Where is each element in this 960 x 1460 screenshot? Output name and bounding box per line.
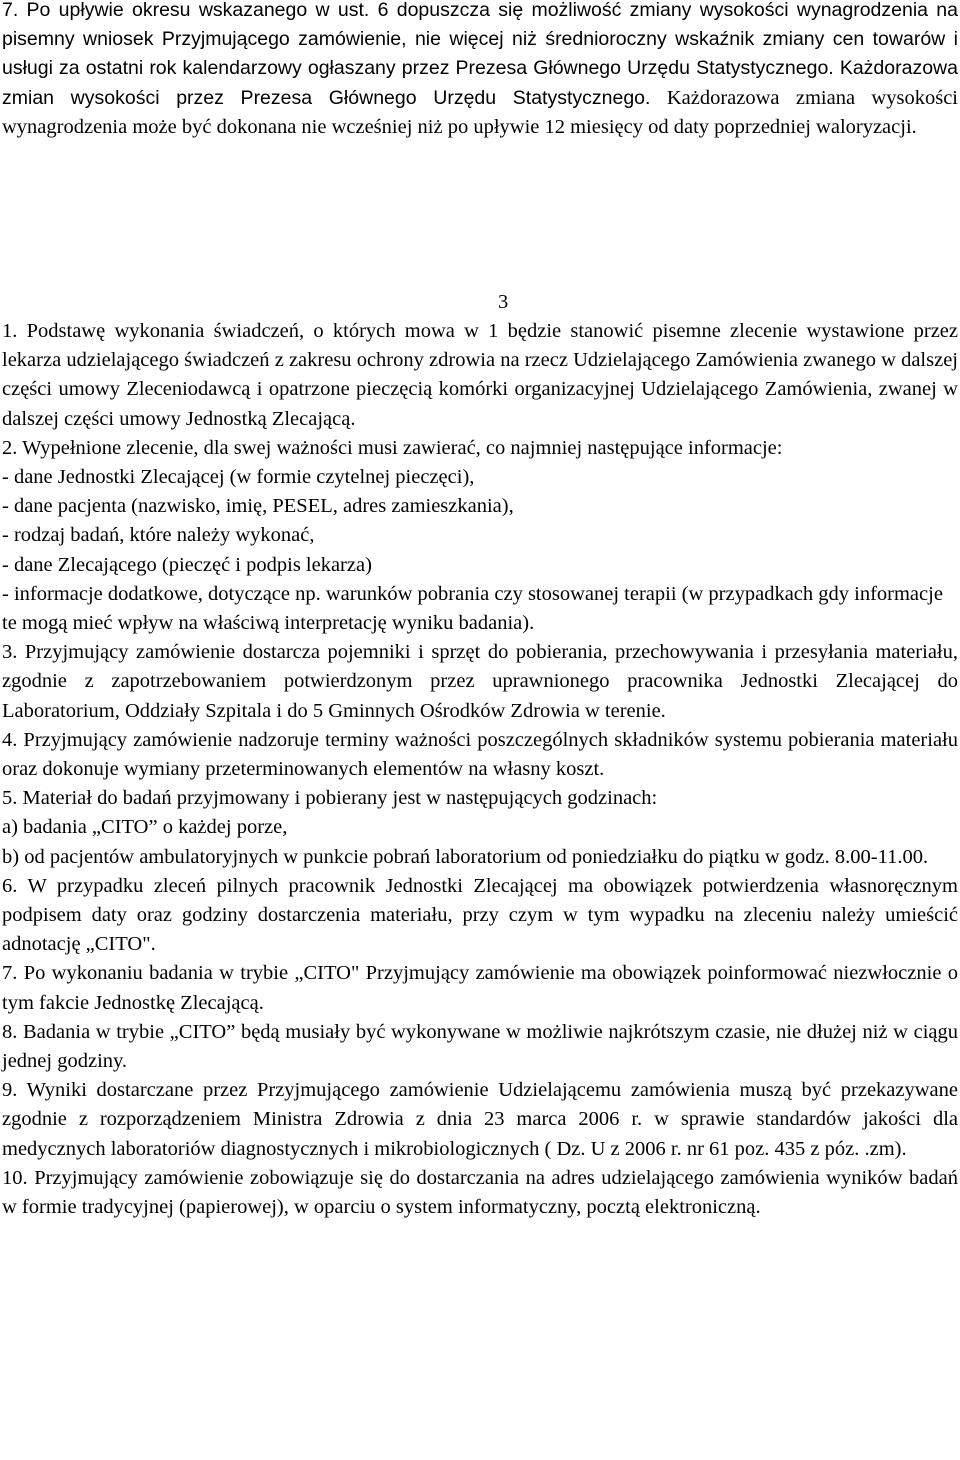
list-item: - dane pacjenta (nazwisko, imię, PESEL, adres zamieszkania), xyxy=(2,495,514,518)
list-item: - dane Zlecającego (pieczęć i podpis lekarza) xyxy=(2,553,372,576)
paragraph-3: 3. Przyjmujący zamówienie dostarcza pojemniki i sprzęt do pobierania, przechowywania i przesyłania materiału, zgodnie z zapotrzebowaniem potwierdzonym przez uprawnionego pracownika Jednostki Zlecającej do Laboratorium, Oddziały Szpitala i do 5 Gminnych Ośrodków Zdrowia w terenie. xyxy=(2,641,958,722)
paragraph-9: 9. Wyniki dostarczane przez Przyjmującego zamówienie Udzielającemu zamówienia muszą być przekazywane zgodnie z rozporządzeniem Ministra Zdrowia z dnia 23 marca 2006 r. w sprawie standardów jakości dla medycznych laboratoriów diagnostycznych i mikrobiologicznych ( Dz. U z 2006 r. nr 61 poz. 435 z póz. .zm). xyxy=(2,1079,958,1160)
paragraph-10: 10. Przyjmujący zamówienie zobowiązuje się do dostarczania na adres udzielającego zamówienia wyników badań w formie tradycyjnej (papierowej), w oparciu o system informatyczny, pocztą elektroniczną. xyxy=(2,1166,958,1219)
intro-paragraph-block xyxy=(2,0,958,142)
paragraph-5a: a) badania „CITO” o każdej porze, xyxy=(2,816,288,839)
section-heading xyxy=(498,288,508,317)
list-item: - dane Jednostki Zlecającej (w formie czytelnej pieczęci), xyxy=(2,466,475,489)
section-number: 3 xyxy=(498,291,509,313)
section-3-body xyxy=(2,317,958,1222)
paragraph-7-valorization xyxy=(2,0,958,142)
paragraph-1: 1. Podstawę wykonania świadczeń, o których mowa w 1 będzie stanowić pisemne zlecenie wystawione przez lekarza udzielającego świadczeń z zakresu ochrony zdrowia na rzecz Udzielającego Zamówienia zwanego w dalszej części umowy Zleceniodawcą i opatrzone pieczęcią komórki organizacyjnej Udzielającego Zamówienia, zwanej w dalszej części umowy Jednostką Zlecającą. xyxy=(2,320,958,430)
paragraph-8: 8. Badania w trybie „CITO” będą musiały być wykonywane w możliwie najkrótszym czasie, nie dłużej niż w ciągu jednej godziny. xyxy=(2,1020,958,1073)
list-item: - rodzaj badań, które należy wykonać, xyxy=(2,524,315,547)
paragraph-4: 4. Przyjmujący zamówienie nadzoruje terminy ważności poszczególnych składników systemu pobierania materiału oraz dokonuje wymiany przeterminowanych elementów na własny koszt. xyxy=(2,728,958,781)
list-item-additional-info: - informacje dodatkowe, dotyczące np. warunków pobrania czy stosowanej terapii (w przypadkach gdy informacje te mogą mieć wpływ na właściwą interpretację wyniku badania). xyxy=(2,582,943,635)
paragraph-6: 6. W przypadku zleceń pilnych pracownik Jednostki Zlecającej ma obowiązek potwierdzenia własnoręcznym podpisem daty oraz godziny dostarczenia materiału, przy czym w tym wypadku na zleceniu należy umieścić adnotację „CITO". xyxy=(2,874,958,956)
paragraph-7-sans-part: 7. Po upływie okresu wskazanego w ust. 6 dopuszcza się możliwość zmiany wysokości wynagrodzenia na pisemny wniosek Przyjmującego zamówienie, nie więcej niż średnioroczny wskaźnik zmiany cen towarów i usługi za ostatni rok kalendarzowy ogłaszany przez Prezesa Głównego Urzędu Statystycznego. Każdorazowa zmian wysokości przez Prezesa Głównego Urzędu Statystycznego. xyxy=(2,0,958,109)
paragraph-5: 5. Materiał do badań przyjmowany i pobierany jest w następujących godzinach: xyxy=(2,787,658,810)
paragraph-7: 7. Po wykonaniu badania w trybie „CITO" Przyjmujący zamówienie ma obowiązek poinformować niezwłocznie o tym fakcie Jednostkę Zlecającą. xyxy=(2,962,958,1014)
paragraph-5b: b) od pacjentów ambulatoryjnych w punkcie pobrań laboratorium od poniedziałku do piątku w godz. 8.00-11.00. xyxy=(2,845,929,868)
paragraph-7-serif-part: Każdorazowa zmiana wysokości wynagrodzenia może być dokonana nie wcześniej niż po upływie 12 miesięcy od daty poprzedniej waloryzacji. xyxy=(2,86,958,138)
paragraph-2: 2. Wypełnione zlecenie, dla swej ważności musi zawierać, co najmniej następujące informacje: xyxy=(2,436,783,459)
